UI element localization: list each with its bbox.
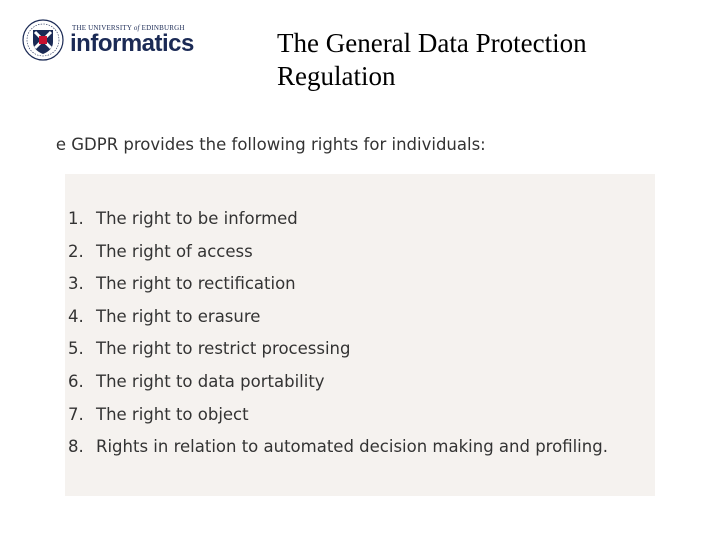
informatics-logo xyxy=(20,17,195,65)
university-wordmark: THE UNIVERSITY of EDINBURGH xyxy=(72,24,185,32)
list-item: 3. The right to rectification xyxy=(68,274,296,294)
lead-text: GDPR provides the following rights for individuals: xyxy=(71,135,486,154)
slide-title: The General Data Protection Regulation xyxy=(277,28,587,91)
list-item: 5. The right to restrict processing xyxy=(68,339,351,359)
rights-panel xyxy=(65,174,655,496)
list-item: 6. The right to data portability xyxy=(68,371,325,391)
university-crest-icon xyxy=(22,19,64,61)
rights-list xyxy=(68,208,608,469)
clipped-letter: e xyxy=(55,135,66,154)
list-item: 8. Rights in relation to automated decision making and profiling. xyxy=(68,437,608,457)
list-item: 7. The right to object xyxy=(68,404,249,424)
list-item: 2. The right of access xyxy=(68,241,253,261)
list-item: 1. The right to be informed xyxy=(68,209,298,228)
list-item: 4. The right to erasure xyxy=(68,306,261,326)
lead-sentence xyxy=(55,134,520,158)
informatics-wordmark: informatics xyxy=(70,30,194,57)
